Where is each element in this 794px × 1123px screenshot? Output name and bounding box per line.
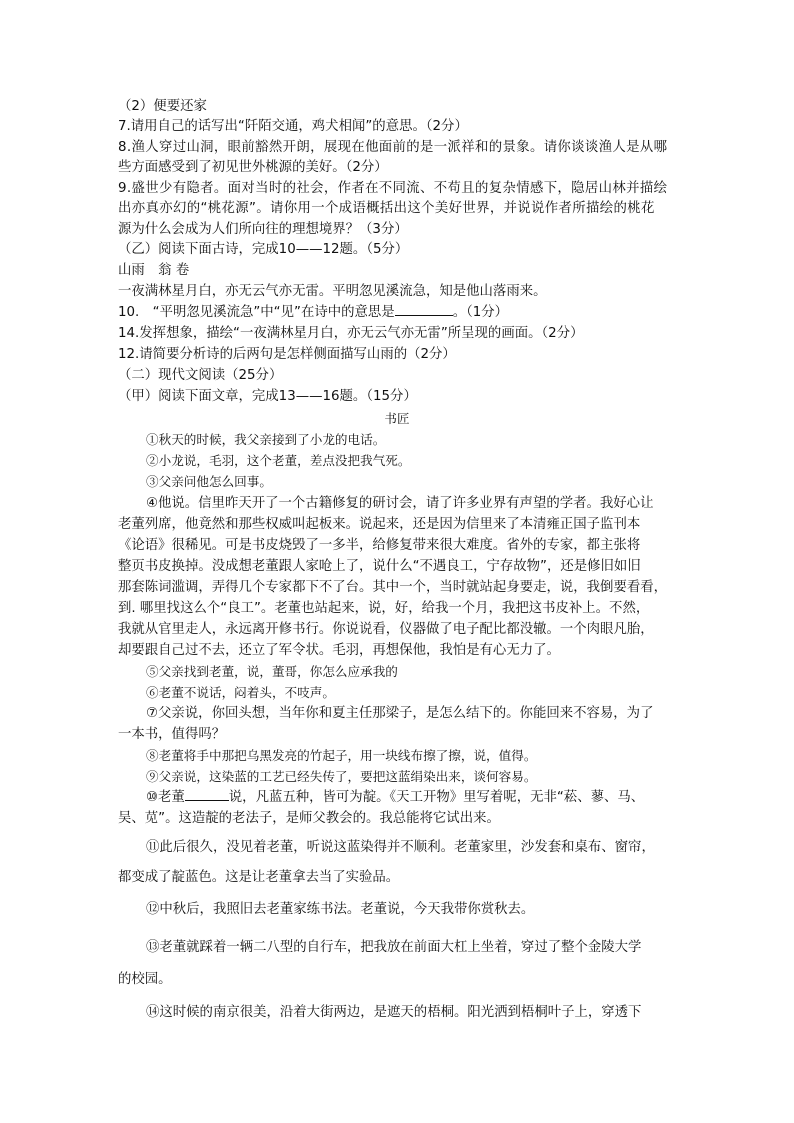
question-9-line-2: 出亦真亦幻的“桃花源”。请你用一个成语概括出这个美好世界，并说说作者所描绘的桃花	[118, 201, 655, 216]
paragraph-10-start: ⑩老董	[146, 790, 185, 805]
paragraph-11-line-2: 都变成了靛蓝色。这是让老董拿去当了实验品。	[118, 870, 400, 885]
paragraph-10-line-1	[146, 788, 712, 808]
paragraph-10-rest: 说，凡蓝五种，皆可为靛。《天工开物》里写着呢，无非“菘、蓼、马、	[228, 790, 645, 805]
paragraph-13-line-1: ⑬老董就踩着一辆二八型的自行车，把我放在前面大杠上坐着，穿过了整个金陵大学	[146, 940, 642, 955]
answer-blank	[395, 303, 453, 316]
section-heading-jia: （甲）阅读下面文章，完成13——16题。（15分）	[118, 389, 417, 404]
paragraph-13-line-2: 的校园。	[118, 972, 172, 987]
paragraph-4-line-7: 我就从官里走人，永远离开修书行。你说说看，仪器做了电子配比都没辙。一个肉眼凡胎，	[118, 622, 654, 637]
paragraph-4-line-3: 《论语》很稀见。可是书皮烧毁了一多半，给修复带来很大难度。省外的专家，都主张将	[118, 538, 641, 553]
paragraph-4-line-8: 却要跟自己过不去，还立了军令状。毛羽，再想保他，我怕是有心无力了。	[118, 643, 560, 658]
paragraph-4-line-1: ④他说。信里昨天开了一个古籍修复的研讨会，请了许多业界有声望的学者。我好心让	[146, 496, 654, 511]
paragraph-2: ②小龙说，毛羽，这个老董，差点没把我气死。	[146, 453, 411, 468]
question-10	[118, 303, 684, 323]
question-10-text: 10. “平明忽见溪流急”中“见”在诗中的意思是	[118, 305, 395, 320]
question-10-score: 。（1分）	[452, 305, 509, 320]
paragraph-7-line-2: 一本书，值得吗？	[118, 727, 226, 742]
question-7: 7.请用自己的话写出“阡陌交通，鸡犬相闻”的意思。（2分）	[118, 119, 468, 134]
paragraph-4-line-5: 那套陈词滥调，弄得几个专家都下不了台。其中一个，当时就站起身要走，说，我倒要看看，	[118, 580, 668, 595]
paragraph-1: ①秋天的时候，我父亲接到了小龙的电话。	[146, 432, 386, 447]
paragraph-7-line-1: ⑦父亲说，你回头想，当年你和夏主任那梁子，是怎么结下的。你能回来不容易，为了	[146, 706, 654, 721]
section-heading-modern: （二）现代文阅读（25分）	[118, 368, 283, 383]
fill-blank	[185, 788, 229, 801]
question-12: 12.请简要分析诗的后两句是怎样侧面描写山雨的（2分）	[118, 347, 456, 362]
paragraph-5: ⑤父亲找到老董，说，董哥，你怎么应承我的	[146, 664, 398, 679]
paragraph-14: ⑭这时候的南京很美，沿着大街两边，是遮天的梧桐。阳光洒到梧桐叶子上，穿透下	[146, 1005, 642, 1020]
question-8-line-2: 些方面感受到了初见世外桃源的美好。（2分）	[118, 160, 388, 175]
poem-text: 一夜满林星月白，亦无云气亦无雷。平明忽见溪流急，知是他山落雨来。	[118, 284, 547, 299]
question-14: 14.发挥想象，描绘“一夜满林星月白，亦无云气亦无雷”所呈现的画面。（2分）	[118, 326, 584, 341]
section-heading-yi: （乙）阅读下面古诗，完成10——12题。（5分）	[118, 242, 409, 257]
paragraph-11-line-1: ⑪此后很久，没见着老董，听说这蓝染得并不顺利。老董家里，沙发套和桌布、窗帘，	[146, 840, 655, 855]
question-8-line-1: 8.渔人穿过山洞，眼前豁然开朗，展现在他面前的是一派祥和的景象。请你谈谈渔人是从哪	[118, 140, 668, 155]
answer-item-2: （2）便要还家	[118, 99, 207, 114]
paragraph-10-line-2: 吴、苋”。这造靛的老法子，是师父教会的。我总能将它试出来。	[118, 811, 500, 826]
paragraph-6: ⑥老董不说话，闷着头，不吱声。	[146, 685, 335, 700]
paragraph-4-line-4: 整页书皮换掉。没成想老董跟人家呛上了，说什么“不遇良工，宁存故物”，还是修旧如旧	[118, 559, 641, 574]
poem-title: 山雨 翁 卷	[118, 263, 190, 278]
paragraph-3: ③父亲问他怎么回事。	[146, 474, 272, 489]
question-9-line-3: 源为什么会成为人们所向往的理想境界？（3分）	[118, 222, 408, 237]
paragraph-4-line-2: 老董列席，他竟然和那些权威叫起板来。说起来，还是因为信里来了本清雍正国子监刊本	[118, 517, 641, 532]
paragraph-4-line-6: 到. 哪里找这么个“良工”。老董也站起来，说，好，给我一个月，我把这书皮补上。不然，	[118, 601, 650, 616]
paragraph-8: ⑧老董将手中那把乌黑发亮的竹起子，用一块线布擦了擦，说，值得。	[146, 748, 537, 763]
paragraph-9: ⑨父亲说，这染蓝的工艺已经失传了，要把这蓝绢染出来，谈何容易。	[146, 769, 537, 784]
question-9-line-1: 9.盛世少有隐者。面对当时的社会，作者在不同流、不苟且的复杂情感下，隐居山林并描绘	[118, 181, 668, 196]
paragraph-12: ⑫中秋后，我照旧去老董家练书法。老董说，今天我带你赏秋去。	[146, 902, 535, 917]
essay-title: 书匠	[384, 411, 410, 426]
